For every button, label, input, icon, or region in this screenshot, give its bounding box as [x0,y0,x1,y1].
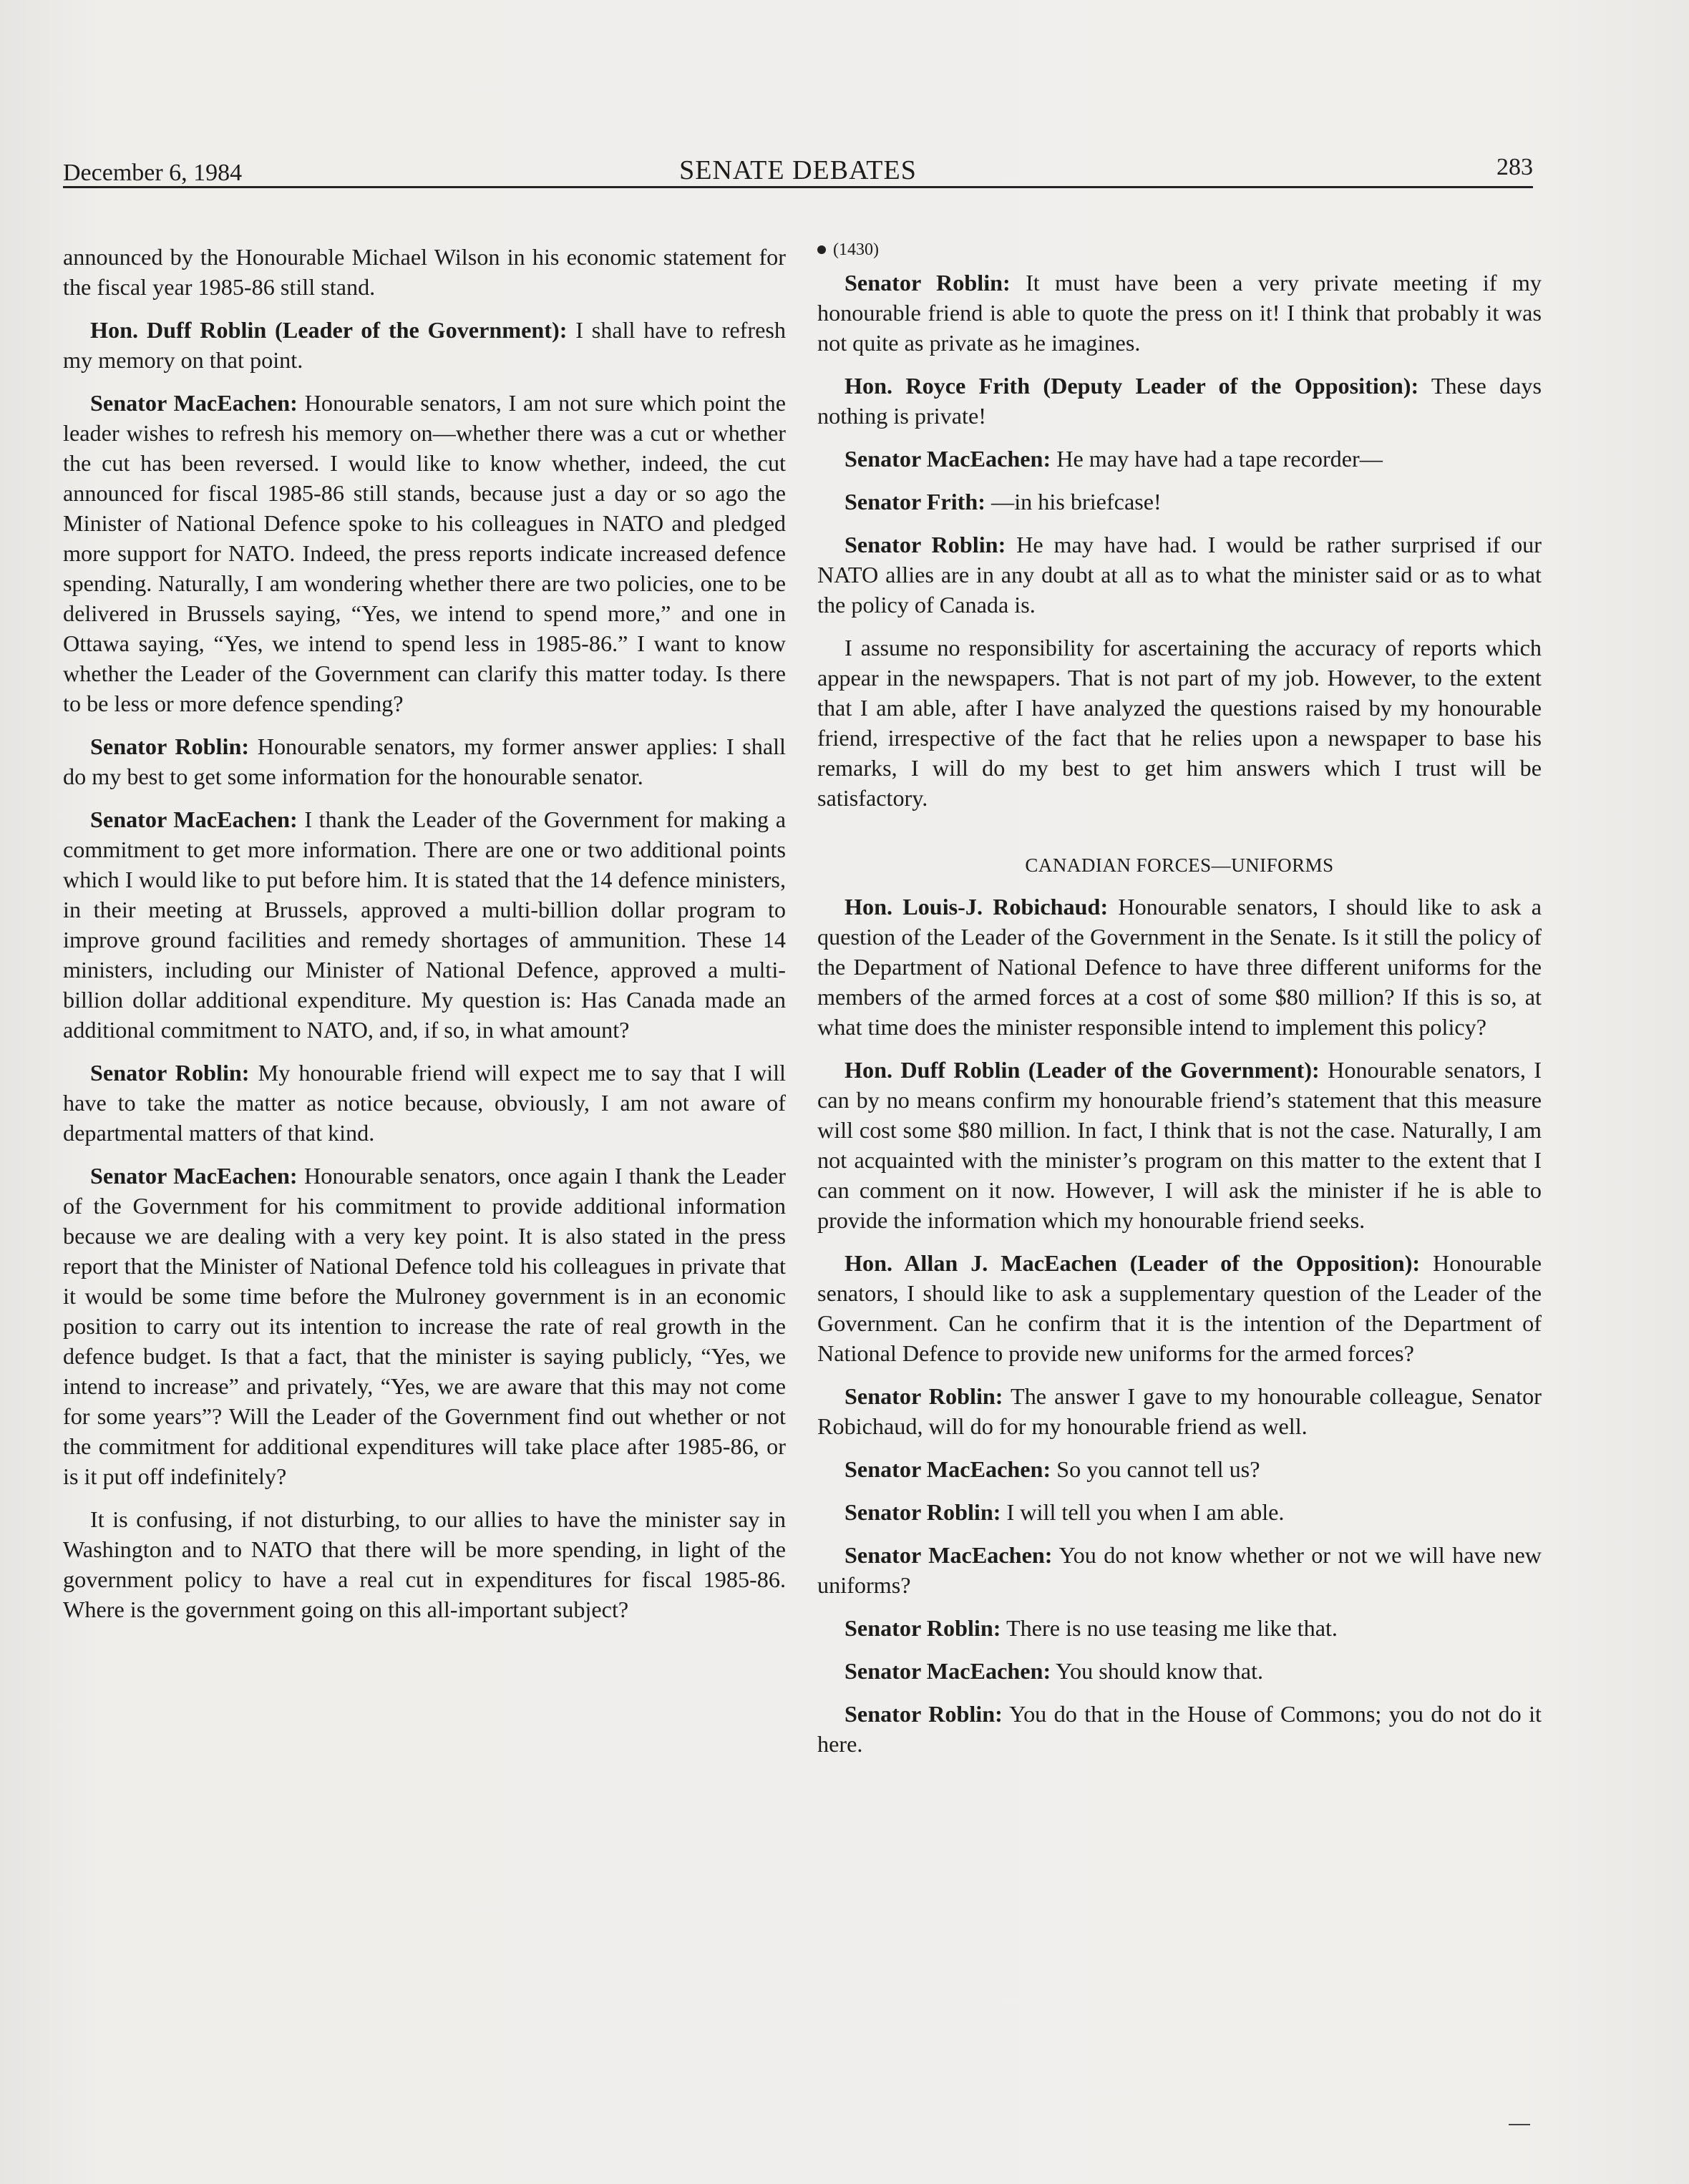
speaker-name: Senator Roblin: [844,1701,1003,1727]
margin-mark [1509,2124,1530,2125]
paragraph-text: Honourable senators, I should like to ask a supplementary question of the Leader of the Government. Can he confirm that it is the intention of the Department of National Defence to provide new uniforms for the armed forces? [817,1250,1542,1366]
time-marker-text: (1430) [833,240,879,259]
speaker-name: Senator MacEachen: [844,1658,1051,1684]
paragraph [817,1381,1542,1441]
paragraph-text: These days nothing is private! [817,373,1542,429]
speaker-name: Senator MacEachen: [90,390,298,416]
paragraph-text: Honourable senators, once again I thank the Leader of the Government for his commitment to provide additional information because we are dealing with a very key point. It is also stated in the press report that the Minister of National Defence told his colleagues in private that it would be some time before the Mulroney government is in an economic position to carry out its intention to increase the rate of real growth in the defence budget. Is that a fact, that the minister is saying publicly, “Yes, we intend to increase” and privately, “Yes, we are aware that this may not come for some years”? Will the Leader of the Government find out whether or not the commitment for additional expenditures will take place after 1985-86, or is it put off indefinitely? [63,1163,786,1489]
header-rule [63,186,1533,188]
speaker-name: Senator Roblin: [844,1499,1001,1525]
paragraph [63,731,786,791]
paragraph [817,1497,1542,1527]
paragraph-text: It must have been a very private meeting if my honourable friend is able to quote the press on it! I think that probably it was not quite as private as he imagines. [817,270,1542,356]
speaker-name: Hon. Duff Roblin (Leader of the Government): [90,317,568,343]
speaker-name: Senator Roblin: [844,1615,1001,1641]
paragraph-text: I shall have to refresh my memory on that point. [63,317,786,373]
paragraph [63,315,786,375]
paragraph [817,487,1542,517]
paragraph [817,1656,1542,1686]
speaker-name: Senator MacEachen: [90,1163,298,1189]
speaker-name: Senator Roblin: [844,1383,1003,1409]
paragraph [817,892,1542,1042]
speaker-name: Senator Roblin: [844,270,1011,296]
paragraph-text: —in his briefcase! [985,489,1162,515]
paragraph-text: My honourable friend will expect me to say that I will have to take the matter as notice because, obviously, I am not aware of departmental matters of that kind. [63,1060,786,1146]
paragraph-text: He may have had a tape recorder— [1051,446,1383,472]
paragraph [817,371,1542,431]
paragraph [63,388,786,718]
header-date: December 6, 1984 [63,160,243,186]
speaker-name: Senator MacEachen: [90,806,298,832]
speaker-name: Senator MacEachen: [844,1456,1051,1482]
speaker-name: Hon. Duff Roblin (Leader of the Government): [844,1057,1320,1083]
paragraph [63,1161,786,1491]
paragraph [63,242,786,302]
section-heading: CANADIAN FORCES—UNIFORMS [1025,854,1334,876]
paragraph-text: announced by the Honourable Michael Wilson in his economic statement for the fiscal year 1985-86 still stand. [63,244,786,300]
bullet-icon [817,245,826,254]
paragraph-text: Honourable senators, I should like to ask a question of the Leader of the Government in the Senate. Is it still the policy of the Department of National Defence to have three different uniforms for the members of the armed forces at a cost of some $80 million? If this is so, at what time does the minister responsible intend to implement this policy? [817,894,1542,1040]
paragraph [817,1540,1542,1600]
right-column [817,242,1542,1772]
speaker-name: Senator MacEachen: [844,1542,1053,1568]
paragraph [817,1613,1542,1643]
speaker-name: Senator Frith: [844,489,985,515]
paragraph [817,1055,1542,1235]
paragraph-text: You do that in the House of Commons; you do not do it here. [817,1701,1542,1757]
page-number: 283 [1496,154,1533,180]
paragraph [817,633,1542,813]
paragraph [63,804,786,1045]
paragraph [817,444,1542,474]
paragraph [817,1248,1542,1368]
page-header [63,152,1533,189]
speaker-name: Hon. Royce Frith (Deputy Leader of the Opposition): [844,373,1419,399]
paragraph-text: It is confusing, if not disturbing, to our allies to have the minister say in Washington and to NATO that there will be more spending, in light of the government policy to have a real cut in expenditures for fiscal 1985-86. Where is the government going on this all-important subject? [63,1506,786,1622]
paragraph-text: There is no use teasing me like that. [1001,1615,1338,1641]
header-title: SENATE DEBATES [679,155,917,185]
paragraph [63,1504,786,1624]
speaker-name: Senator Roblin: [844,532,1006,557]
paragraph-text: I will tell you when I am able. [1001,1499,1285,1525]
speaker-name: Senator Roblin: [90,1060,250,1086]
speaker-name: Senator MacEachen: [844,446,1051,472]
speaker-name: Hon. Allan J. MacEachen (Leader of the Opposition): [844,1250,1421,1276]
paragraph [63,1058,786,1148]
paragraph [817,1454,1542,1484]
speaker-name: Senator Roblin: [90,733,250,759]
paragraph [817,530,1542,620]
paragraph-text: He may have had. I would be rather surprised if our NATO allies are in any doubt at all as to what the minister said or as to what the policy of Canada is. [817,532,1542,618]
paragraph-text: Honourable senators, my former answer applies: I shall do my best to get some information for the honourable senator. [63,733,787,789]
left-column [63,242,786,1637]
paragraph-text: Honourable senators, I am not sure which point the leader wishes to refresh his memory on—whether there was a cut or whether the cut has been reversed. I would like to know whether, indeed, the cut announced for fiscal 1985-86 still stands, because just a day or so ago the Minister of National Defence spoke to his colleagues in NATO and pledged more support for NATO. Indeed, the press reports indicate increased defence spending. Naturally, I am wondering whether there are two policies, one to be delivered in Brussels saying, “Yes, we intend to spend more,” and one in Ottawa saying, “Yes, we intend to spend less in 1985-86.” I want to know whether the Leader of the Government can clarify this matter today. Is there to be less or more defence spending? [63,390,786,716]
paragraph-text: The answer I gave to my honourable colleague, Senator Robichaud, will do for my honourable friend as well. [817,1383,1542,1439]
paragraph-text: So you cannot tell us? [1051,1456,1260,1482]
time-marker [817,240,1542,259]
paragraph-text: I assume no responsibility for ascertaining the accuracy of reports which appear in the newspapers. That is not part of my job. However, to the extent that I am able, after I have analyzed the questions raised by my honourable friend, irrespective of the fact that he relies upon a newspaper to base his remarks, I will do my best to get him answers which I trust will be satisfactory. [817,635,1542,811]
paragraph [817,268,1542,358]
paragraph-text: Honourable senators, I can by no means confirm my honourable friend’s statement that this measure will cost some $80 million. In fact, I think that is not the case. Naturally, I am not acquainted with the minister’s program on this matter to the extent that I can comment on it now. However, I will ask the minister if he is able to provide the information which my honourable friend seeks. [817,1057,1542,1233]
paragraph [817,1699,1542,1759]
paragraph-text: I thank the Leader of the Government for making a commitment to get more information. There are one or two additional points which I would like to put before him. It is stated that the 14 defence ministers, in their meeting at Brussels, approved a multi-billion dollar program to improve ground facilities and remedy shortages of ammunition. These 14 ministers, including our Minister of National Defence, approved a multi-billion dollar additional expenditure. My question is: Has Canada made an additional commitment to NATO, and, if so, in what amount? [63,806,786,1043]
paragraph-text: You do not know whether or not we will have new uniforms? [817,1542,1542,1598]
paragraph-text: You should know that. [1051,1658,1264,1684]
speaker-name: Hon. Louis-J. Robichaud: [844,894,1109,920]
